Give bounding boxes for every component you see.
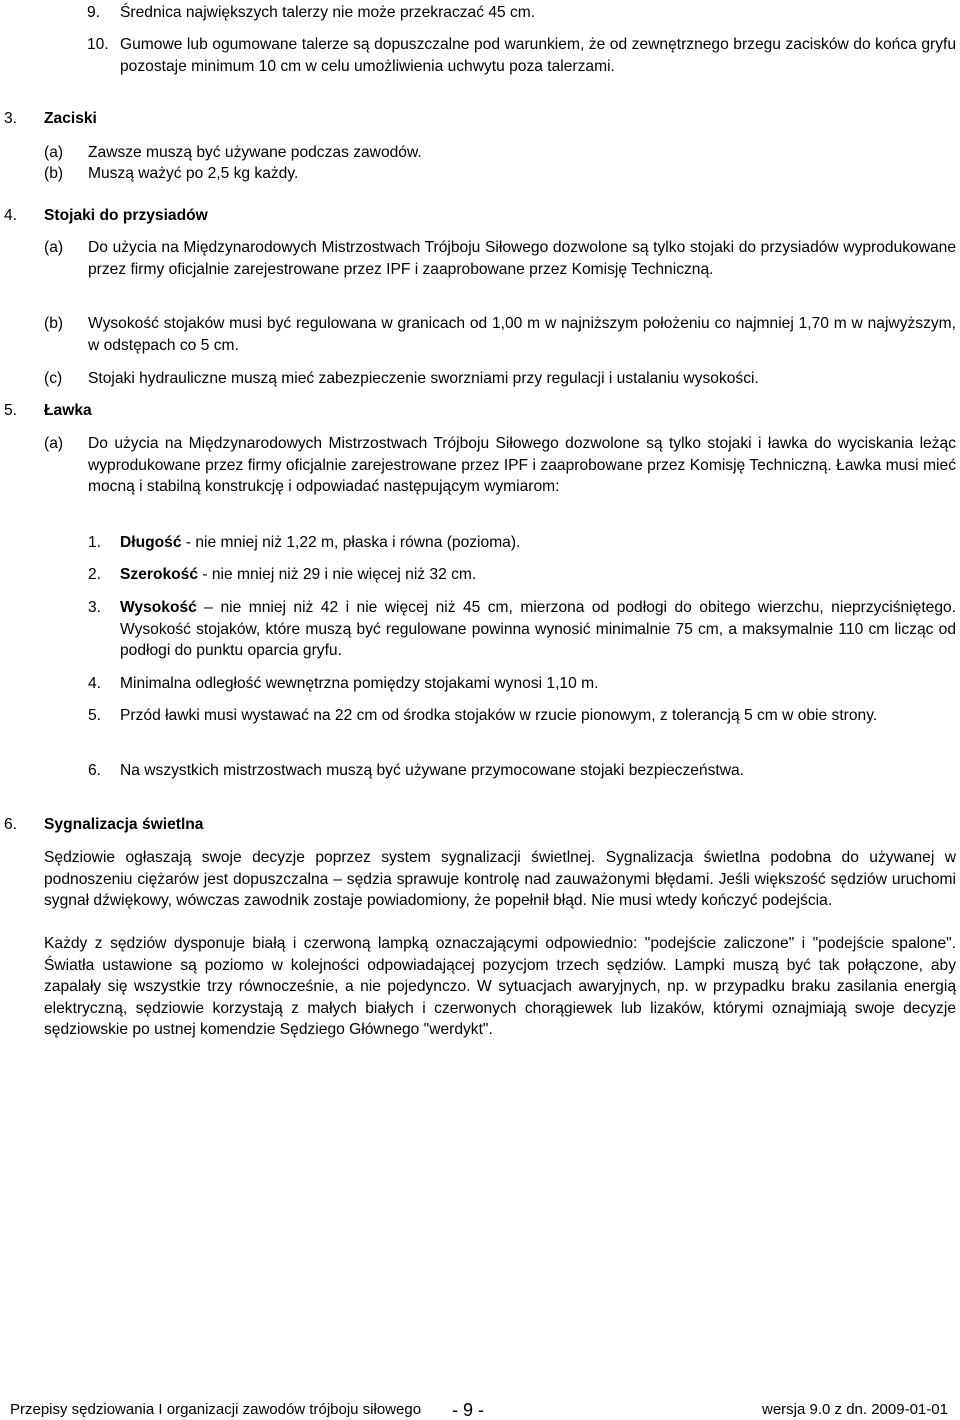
term: Długość	[120, 534, 182, 551]
list-item-text: Przód ławki musi wystawać na 22 cm od środka stojaków w rzucie pionowym, z tolerancją 5 cm w obie strony.	[120, 707, 878, 724]
section-title: Zaciski	[44, 110, 97, 127]
section-title: Ławka	[44, 402, 92, 419]
list-number: 2.	[88, 566, 102, 583]
item-text: Do użycia na Międzynarodowych Mistrzostwach Trójboju Siłowego dozwolone są tylko stojaki i ławka do wyciskania leżąc wyprodukowane przez firmy oficjalnie zarejestrowane przez IPF i zaaprobowane przez Komisję Techniczną. Ławka musi mieć mocną i stabilną konstrukcję i odpowiadać następującym wymiarom:	[88, 435, 956, 495]
list-item-text: Średnica największych talerzy nie może przekraczać 45 cm.	[120, 4, 536, 21]
item-label: (a)	[44, 144, 64, 161]
item-text: Do użycia na Międzynarodowych Mistrzostwach Trójboju Siłowego dozwolone są tylko stojaki do przysiadów wyprodukowane przez firmy oficjalnie zarejestrowane przez IPF i zaaprobowane przez Komisję Techniczną.	[88, 239, 956, 278]
page-number: - 9 -	[452, 1400, 485, 1420]
item-text: Wysokość stojaków musi być regulowana w granicach od 1,00 m w najniższym położeniu co najmniej 1,70 m w najwyższym, w odstępach co 5 cm.	[88, 315, 956, 354]
list-number: 3.	[88, 599, 102, 616]
section-number: 3.	[4, 110, 18, 127]
section-number: 6.	[4, 816, 18, 833]
paragraph: Każdy z sędziów dysponuje białą i czerwoną lampką oznaczającymi odpowiednio: "podejście zaliczone" i "podejście spalone". Światła ustawione są poziomo w kolejności odpowiadającej pozycjom trzech sędziów. Lampki muszą być tak połączone, aby zapalały się wszystkie trzy równocześnie, a nie pojedynczo. W sytuacjach awaryjnych, np. w przypadku braku zasilania energią elektryczną, sędziowie korzystają z małych białych i czerwonych chorągiewek lub lizaków, którymi oznajmiają swoje decyzje sędziowskie po ustnej komendzie Sędziego Głównego "werdykt".	[44, 935, 956, 1038]
section-number: 4.	[4, 207, 18, 224]
item-label: (b)	[44, 315, 64, 332]
footer-title: Przepisy sędziowania I organizacji zawodów trójboju siłowego	[10, 1401, 422, 1418]
section-number: 5.	[4, 402, 18, 419]
item-text: Stojaki hydrauliczne muszą mieć zabezpieczenie sworzniami przy regulacji i ustalaniu wysokości.	[88, 370, 759, 387]
item-label: (b)	[44, 165, 64, 182]
list-item-text	[120, 564, 956, 586]
list-item-text: Na wszystkich mistrzostwach muszą być używane przymocowane stojaki bezpieczeństwa.	[120, 762, 744, 779]
item-text: Zawsze muszą być używane podczas zawodów.	[88, 144, 422, 161]
definition: – nie mniej niż 42 i nie więcej niż 45 cm, mierzona od podłogi do obitego wierzchu, nieprzyciśniętego. Wysokość stojaków, które muszą być regulowane powinna wynosić minimalnie 75 cm, a maksymalnie 110 cm licząc od podłogi do punktu oparcia gryfu.	[120, 599, 956, 659]
list-item-text: Gumowe lub ogumowane talerze są dopuszczalne pod warunkiem, że od zewnętrznego brzegu zacisków do końca gryfu pozostaje minimum 10 cm w celu umożliwienia uchwytu poza talerzami.	[120, 36, 956, 75]
list-number: 10.	[87, 36, 109, 53]
definition: - nie mniej niż 29 i nie więcej niż 32 cm.	[198, 566, 477, 583]
section-title: Stojaki do przysiadów	[44, 207, 208, 224]
paragraph: Sędziowie ogłaszają swoje decyzje poprzez system sygnalizacji świetlnej. Sygnalizacja świetlna podobna do używanej w podnoszeniu ciężarów jest dopuszczalna – sędzia sprawuje kontrolę nad zauważonymi błędami. Jeśli większość sędziów uruchomi sygnał dźwiękowy, wówczas zawodnik zostaje powiadomiony, że popełnił błąd. Nie musi wtedy kończyć podejścia.	[44, 849, 956, 909]
item-label: (a)	[44, 239, 64, 256]
list-item-text: Minimalna odległość wewnętrzna pomiędzy stojakami wynosi 1,10 m.	[120, 675, 599, 692]
section-title: Sygnalizacja świetlna	[44, 816, 204, 833]
list-item-text	[120, 532, 956, 554]
footer-version: wersja 9.0 z dn. 2009-01-01	[762, 1401, 948, 1418]
list-number: 6.	[88, 762, 102, 779]
list-number: 1.	[88, 534, 102, 551]
item-text: Muszą ważyć po 2,5 kg każdy.	[88, 165, 299, 182]
list-number: 5.	[88, 707, 102, 724]
list-number: 4.	[88, 675, 102, 692]
term: Wysokość	[120, 599, 197, 616]
item-label: (a)	[44, 435, 64, 452]
item-label: (c)	[44, 370, 63, 387]
definition: - nie mniej niż 1,22 m, płaska i równa (pozioma).	[181, 534, 521, 551]
term: Szerokość	[120, 566, 199, 583]
list-item-text	[120, 597, 956, 662]
list-number: 9.	[87, 4, 101, 21]
